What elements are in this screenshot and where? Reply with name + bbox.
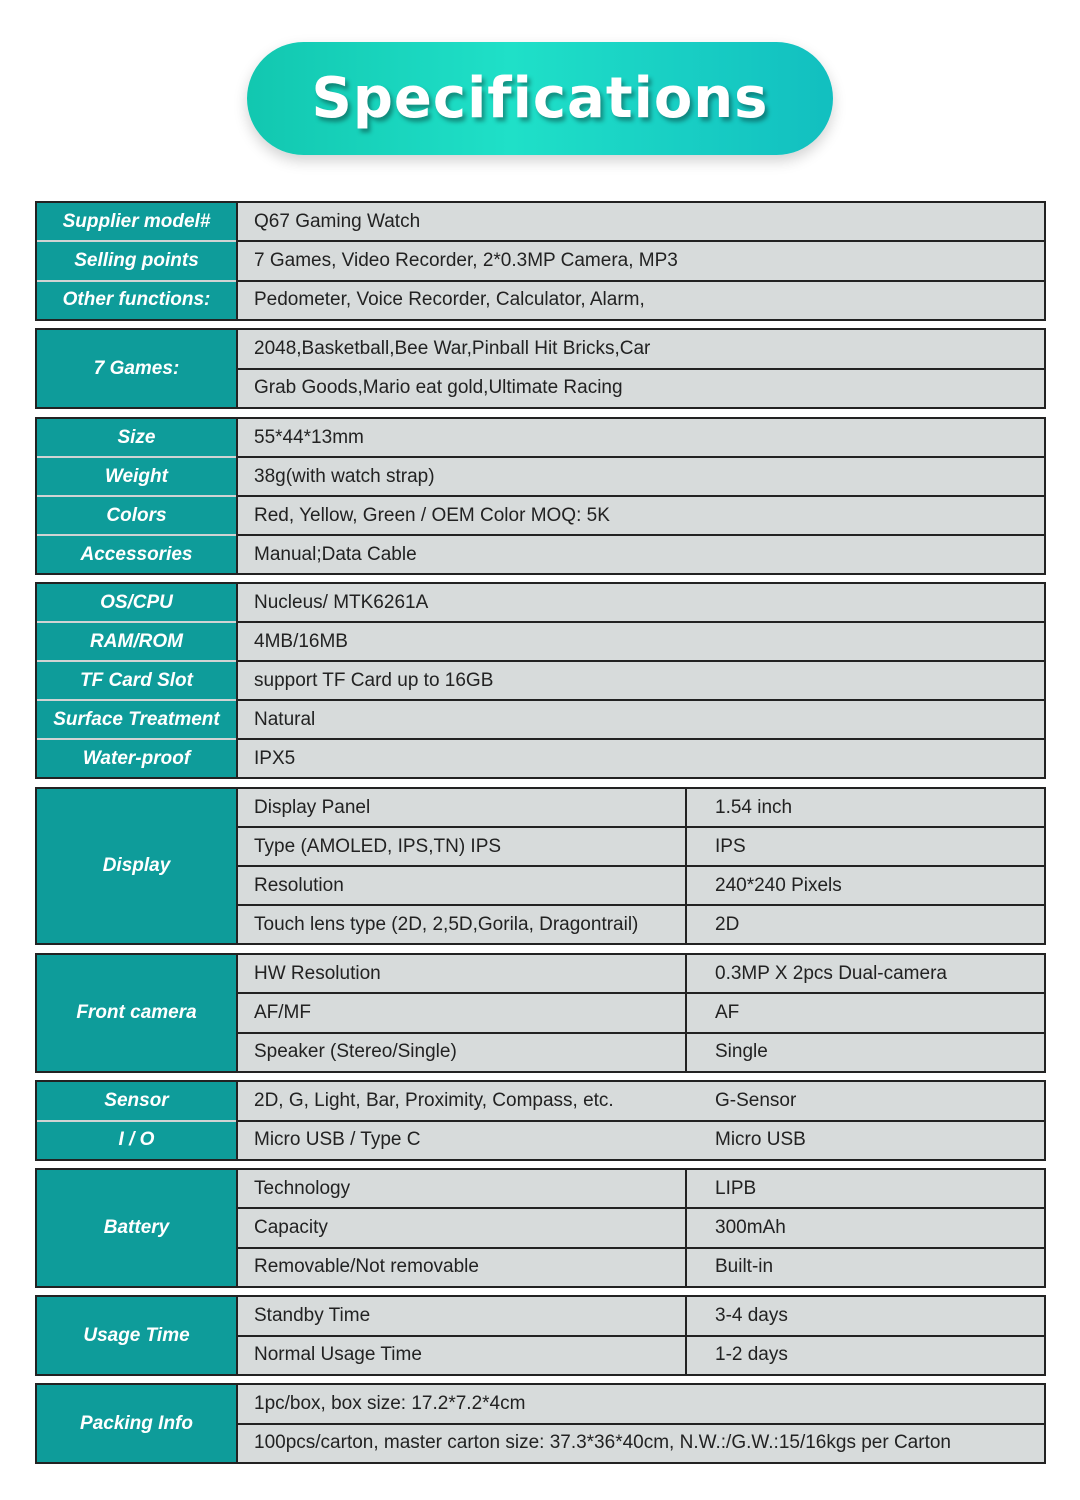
table-row [238,1425,1044,1463]
table-row [238,242,1044,281]
table-row [238,955,1044,994]
table-row [238,623,1044,662]
value-surface-treatment: Natural [238,701,1044,738]
label-size: Size [37,419,236,458]
spec-value: G-Sensor [685,1082,1044,1120]
section-sensor-io [35,1080,1046,1161]
value-weight: 38g(with watch strap) [238,458,1044,495]
label-io: I / O [37,1122,236,1160]
spec-name: HW Resolution [238,955,685,992]
value-ram-rom: 4MB/16MB [238,623,1044,660]
label-packing-info: Packing Info [37,1385,236,1462]
labels [37,1297,236,1374]
spec-value: IPS [685,828,1044,865]
label-colors: Colors [37,497,236,536]
spec-name: Removable/Not removable [238,1249,685,1286]
spec-name: Speaker (Stereo/Single) [238,1034,685,1071]
table-row [238,330,1044,370]
label-supplier-model: Supplier model# [37,203,236,242]
labels [37,1170,236,1286]
spec-name: Technology [238,1170,685,1207]
spec-name: Resolution [238,867,685,904]
section-basic [35,201,1046,321]
value-supplier-model: Q67 Gaming Watch [238,203,1044,240]
value-size: 55*44*13mm [238,419,1044,456]
table-row [238,1034,1044,1071]
title-banner [247,42,833,155]
value-tf-card-slot: support TF Card up to 16GB [238,662,1044,699]
value-colors: Red, Yellow, Green / OEM Color MOQ: 5K [238,497,1044,534]
rows [236,1082,1044,1159]
table-row [238,497,1044,536]
table-row [238,994,1044,1033]
label-surface-treatment: Surface Treatment [37,701,236,740]
spec-value: AF [685,994,1044,1031]
spec-name: Display Panel [238,789,685,826]
value-packing-carton: 100pcs/carton, master carton size: 37.3*36*40cm, N.W.:/G.W.:15/16kgs per Carton [238,1425,1044,1463]
table-row [238,906,1044,943]
label-tf-card-slot: TF Card Slot [37,662,236,701]
spec-value: Micro USB [685,1122,1044,1160]
value-games-1: 2048,Basketball,Bee War,Pinball Hit Bricks,Car [238,330,1044,368]
value-packing-box: 1pc/box, box size: 17.2*7.2*4cm [238,1385,1044,1423]
label-accessories: Accessories [37,536,236,573]
table-row [238,370,1044,408]
labels [37,955,236,1071]
spec-name: Touch lens type (2D, 2,5D,Gorila, Dragontrail) [238,906,685,943]
value-games-2: Grab Goods,Mario eat gold,Ultimate Racing [238,370,1044,408]
labels [37,789,236,943]
table-row [238,458,1044,497]
spec-value: 1-2 days [685,1337,1044,1375]
spec-value: LIPB [685,1170,1044,1207]
table-row [238,789,1044,828]
label-games: 7 Games: [37,330,236,407]
spec-name: Type (AMOLED, IPS,TN) IPS [238,828,685,865]
labels [37,203,236,319]
rows [236,789,1044,943]
rows [236,1297,1044,1374]
spec-value: 0.3MP X 2pcs Dual-camera [685,955,1044,992]
spec-name: Normal Usage Time [238,1337,685,1375]
section-physical [35,417,1046,575]
table-row [238,1122,1044,1160]
table-row [238,1385,1044,1425]
label-display: Display [37,789,236,943]
section-front-camera [35,953,1046,1073]
value-accessories: Manual;Data Cable [238,536,1044,573]
table-row [238,419,1044,458]
spec-name: AF/MF [238,994,685,1031]
table-row [238,1170,1044,1209]
rows [236,1385,1044,1462]
spec-value: 1.54 inch [685,789,1044,826]
label-selling-points: Selling points [37,242,236,281]
spec-value: 2D [685,906,1044,943]
label-front-camera: Front camera [37,955,236,1071]
table-row [238,1337,1044,1375]
labels [37,419,236,573]
label-water-proof: Water-proof [37,740,236,777]
table-row [238,701,1044,740]
table-row [238,828,1044,867]
table-row [238,282,1044,319]
spec-value: Single [685,1034,1044,1071]
spec-value: 240*240 Pixels [685,867,1044,904]
rows [236,584,1044,777]
rows [236,203,1044,319]
labels [37,330,236,407]
label-usage-time: Usage Time [37,1297,236,1374]
table-row [238,740,1044,777]
label-ram-rom: RAM/ROM [37,623,236,662]
value-other-functions: Pedometer, Voice Recorder, Calculator, Alarm, [238,282,1044,319]
section-packing-info [35,1383,1046,1464]
section-battery [35,1168,1046,1288]
value-selling-points: 7 Games, Video Recorder, 2*0.3MP Camera, MP3 [238,242,1044,279]
labels [37,1385,236,1462]
table-row [238,1082,1044,1122]
rows [236,330,1044,407]
page-title: Specifications [311,66,769,131]
table-row [238,867,1044,906]
table-row [238,1209,1044,1248]
value-water-proof: IPX5 [238,740,1044,777]
spec-value: Built-in [685,1249,1044,1286]
section-usage-time [35,1295,1046,1376]
value-os-cpu: Nucleus/ MTK6261A [238,584,1044,621]
spec-name: Capacity [238,1209,685,1246]
table-row [238,1249,1044,1286]
table-row [238,584,1044,623]
section-games [35,328,1046,409]
spec-value: 3-4 days [685,1297,1044,1335]
rows [236,955,1044,1071]
spec-name: 2D, G, Light, Bar, Proximity, Compass, etc. [238,1082,685,1120]
rows [236,419,1044,573]
table-row [238,1297,1044,1337]
spec-name: Standby Time [238,1297,685,1335]
label-battery: Battery [37,1170,236,1286]
spec-value: 300mAh [685,1209,1044,1246]
section-system [35,582,1046,779]
label-os-cpu: OS/CPU [37,584,236,623]
table-row [238,536,1044,573]
table-row [238,662,1044,701]
rows [236,1170,1044,1286]
labels [37,1082,236,1159]
section-display [35,787,1046,945]
table-row [238,203,1044,242]
label-weight: Weight [37,458,236,497]
labels [37,584,236,777]
label-other-functions: Other functions: [37,282,236,319]
label-sensor: Sensor [37,1082,236,1122]
spec-name: Micro USB / Type C [238,1122,685,1160]
